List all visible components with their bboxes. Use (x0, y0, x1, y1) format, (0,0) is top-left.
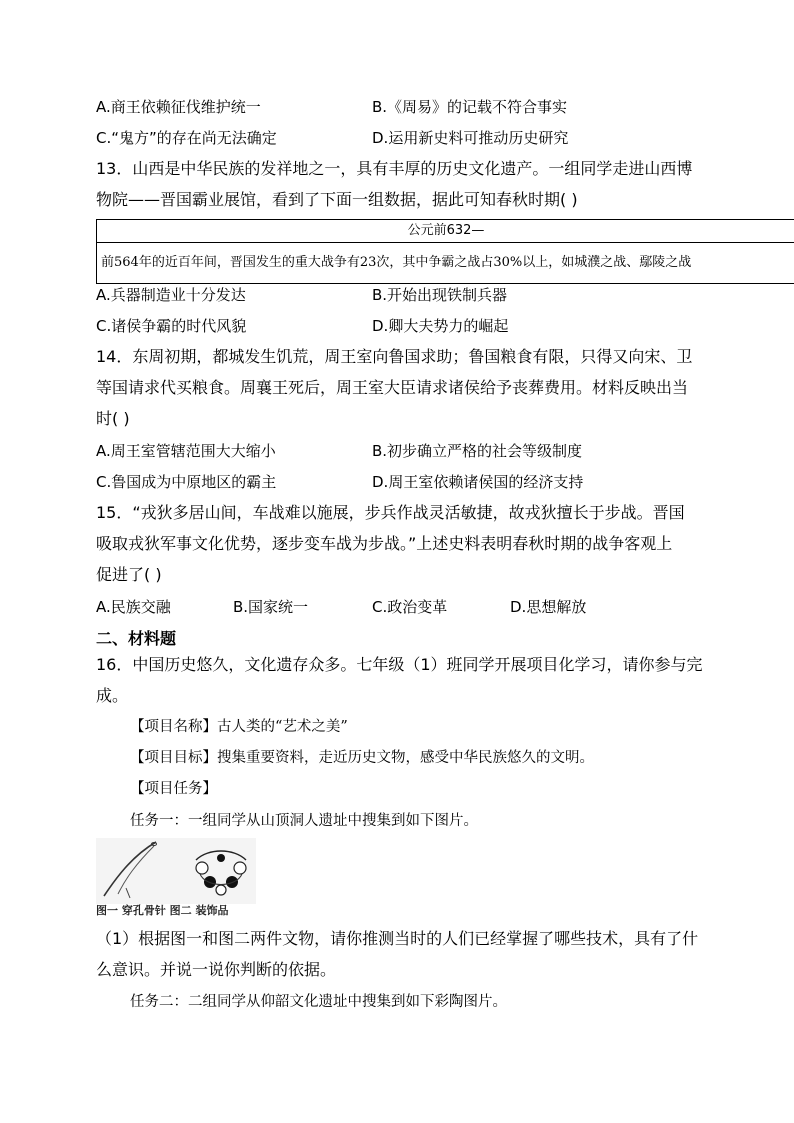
q13-option-b: B.开始出现铁制兵器 (372, 286, 508, 304)
q13-option-c: C.诸侯争霸的时代风貌 (96, 317, 247, 335)
q13-data-table (96, 219, 794, 284)
q12-option-d: D.运用新史料可推动历史研究 (372, 129, 569, 147)
q16-sub1-line2: 么意识。并说一说你判断的依据。 (96, 960, 337, 979)
project-task-label: 【项目任务】 (130, 781, 217, 797)
artifact-figure (96, 838, 256, 922)
project-name: 【项目名称】古人类的“艺术之美” (130, 719, 348, 735)
q15-option-b: B.国家统一 (233, 598, 309, 616)
q13-option-d: D.卿大夫势力的崛起 (372, 317, 509, 335)
q13-option-a: A.兵器制造业十分发达 (96, 286, 246, 304)
q15-stem-line3: 促进了( ) (96, 565, 162, 584)
q16-sub1-line1: （1）根据图一和图二两件文物，请你推测当时的人们已经掌握了哪些技术，具有了什 (96, 929, 699, 948)
q15-option-a: A.民族交融 (96, 598, 171, 616)
q14-stem-line1: 14．东周初期，都城发生饥荒，周王室向鲁国求助；鲁国粮食有限，只得又向宋、卫 (96, 347, 693, 366)
q12-option-b: B.《周易》的记载不符合事实 (372, 98, 568, 116)
q12-option-c: C.“鬼方”的存在尚无法确定 (96, 129, 277, 147)
q14-stem-line2: 等国请求代买粮食。周襄王死后，周王室大臣请求诸侯给予丧葬费用。材料反映出当 (96, 378, 689, 397)
q12-option-a: A.商王依赖征伐维护统一 (96, 98, 261, 116)
task-two: 任务二：二组同学从仰韶文化遗址中搜集到如下彩陶图片。 (130, 994, 507, 1010)
q15-stem-line2: 吸取戎狄军事文化优势，逐步变车战为步战。”上述史料表明春秋时期的战争客观上 (96, 534, 673, 553)
q14-option-b: B.初步确立严格的社会等级制度 (372, 442, 583, 460)
q14-option-c: C.鲁国成为中原地区的霸主 (96, 473, 277, 491)
q14-option-a: A.周王室管辖范围大大缩小 (96, 442, 276, 460)
q13-table-header: 公元前632— (407, 223, 485, 238)
figure-caption: 图一 穿孔骨针 图二 装饰品 (96, 904, 229, 917)
artifact-illustration (96, 838, 256, 904)
section-heading: 二、材料题 (96, 629, 177, 648)
q13-stem-line1: 13．山西是中华民族的发祥地之一，具有丰厚的历史文化遗产。一组同学走进山西博 (96, 159, 693, 178)
project-goal: 【项目目标】搜集重要资料，走近历史文物，感受中华民族悠久的文明。 (130, 750, 594, 766)
q15-option-d: D.思想解放 (510, 598, 587, 616)
q14-stem-line3: 时( ) (96, 409, 130, 428)
q16-stem-line2: 成。 (96, 686, 129, 705)
q15-stem-line1: 15．“戎狄多居山间，车战难以施展，步兵作战灵活敏捷，故戎狄擅长于步战。晋国 (96, 503, 685, 522)
task-one: 任务一：一组同学从山顶洞人遗址中搜集到如下图片。 (130, 813, 478, 829)
q14-option-d: D.周王室依赖诸侯国的经济支持 (372, 473, 584, 491)
q15-option-c: C.政治变革 (372, 598, 448, 616)
q16-stem-line1: 16．中国历史悠久，文化遗存众多。七年级（1）班同学开展项目化学习，请你参与完 (96, 655, 703, 674)
q13-stem-line2: 物院——晋国霸业展馆，看到了下面一组数据，据此可知春秋时期( ) (96, 190, 578, 209)
q13-table-body: 前564年的近百年间，晋国发生的重大战争有23次，其中争霸之战占30%以上，如城濮之战、鄢陵之战 (101, 255, 692, 270)
q13-table-divider (97, 242, 794, 243)
